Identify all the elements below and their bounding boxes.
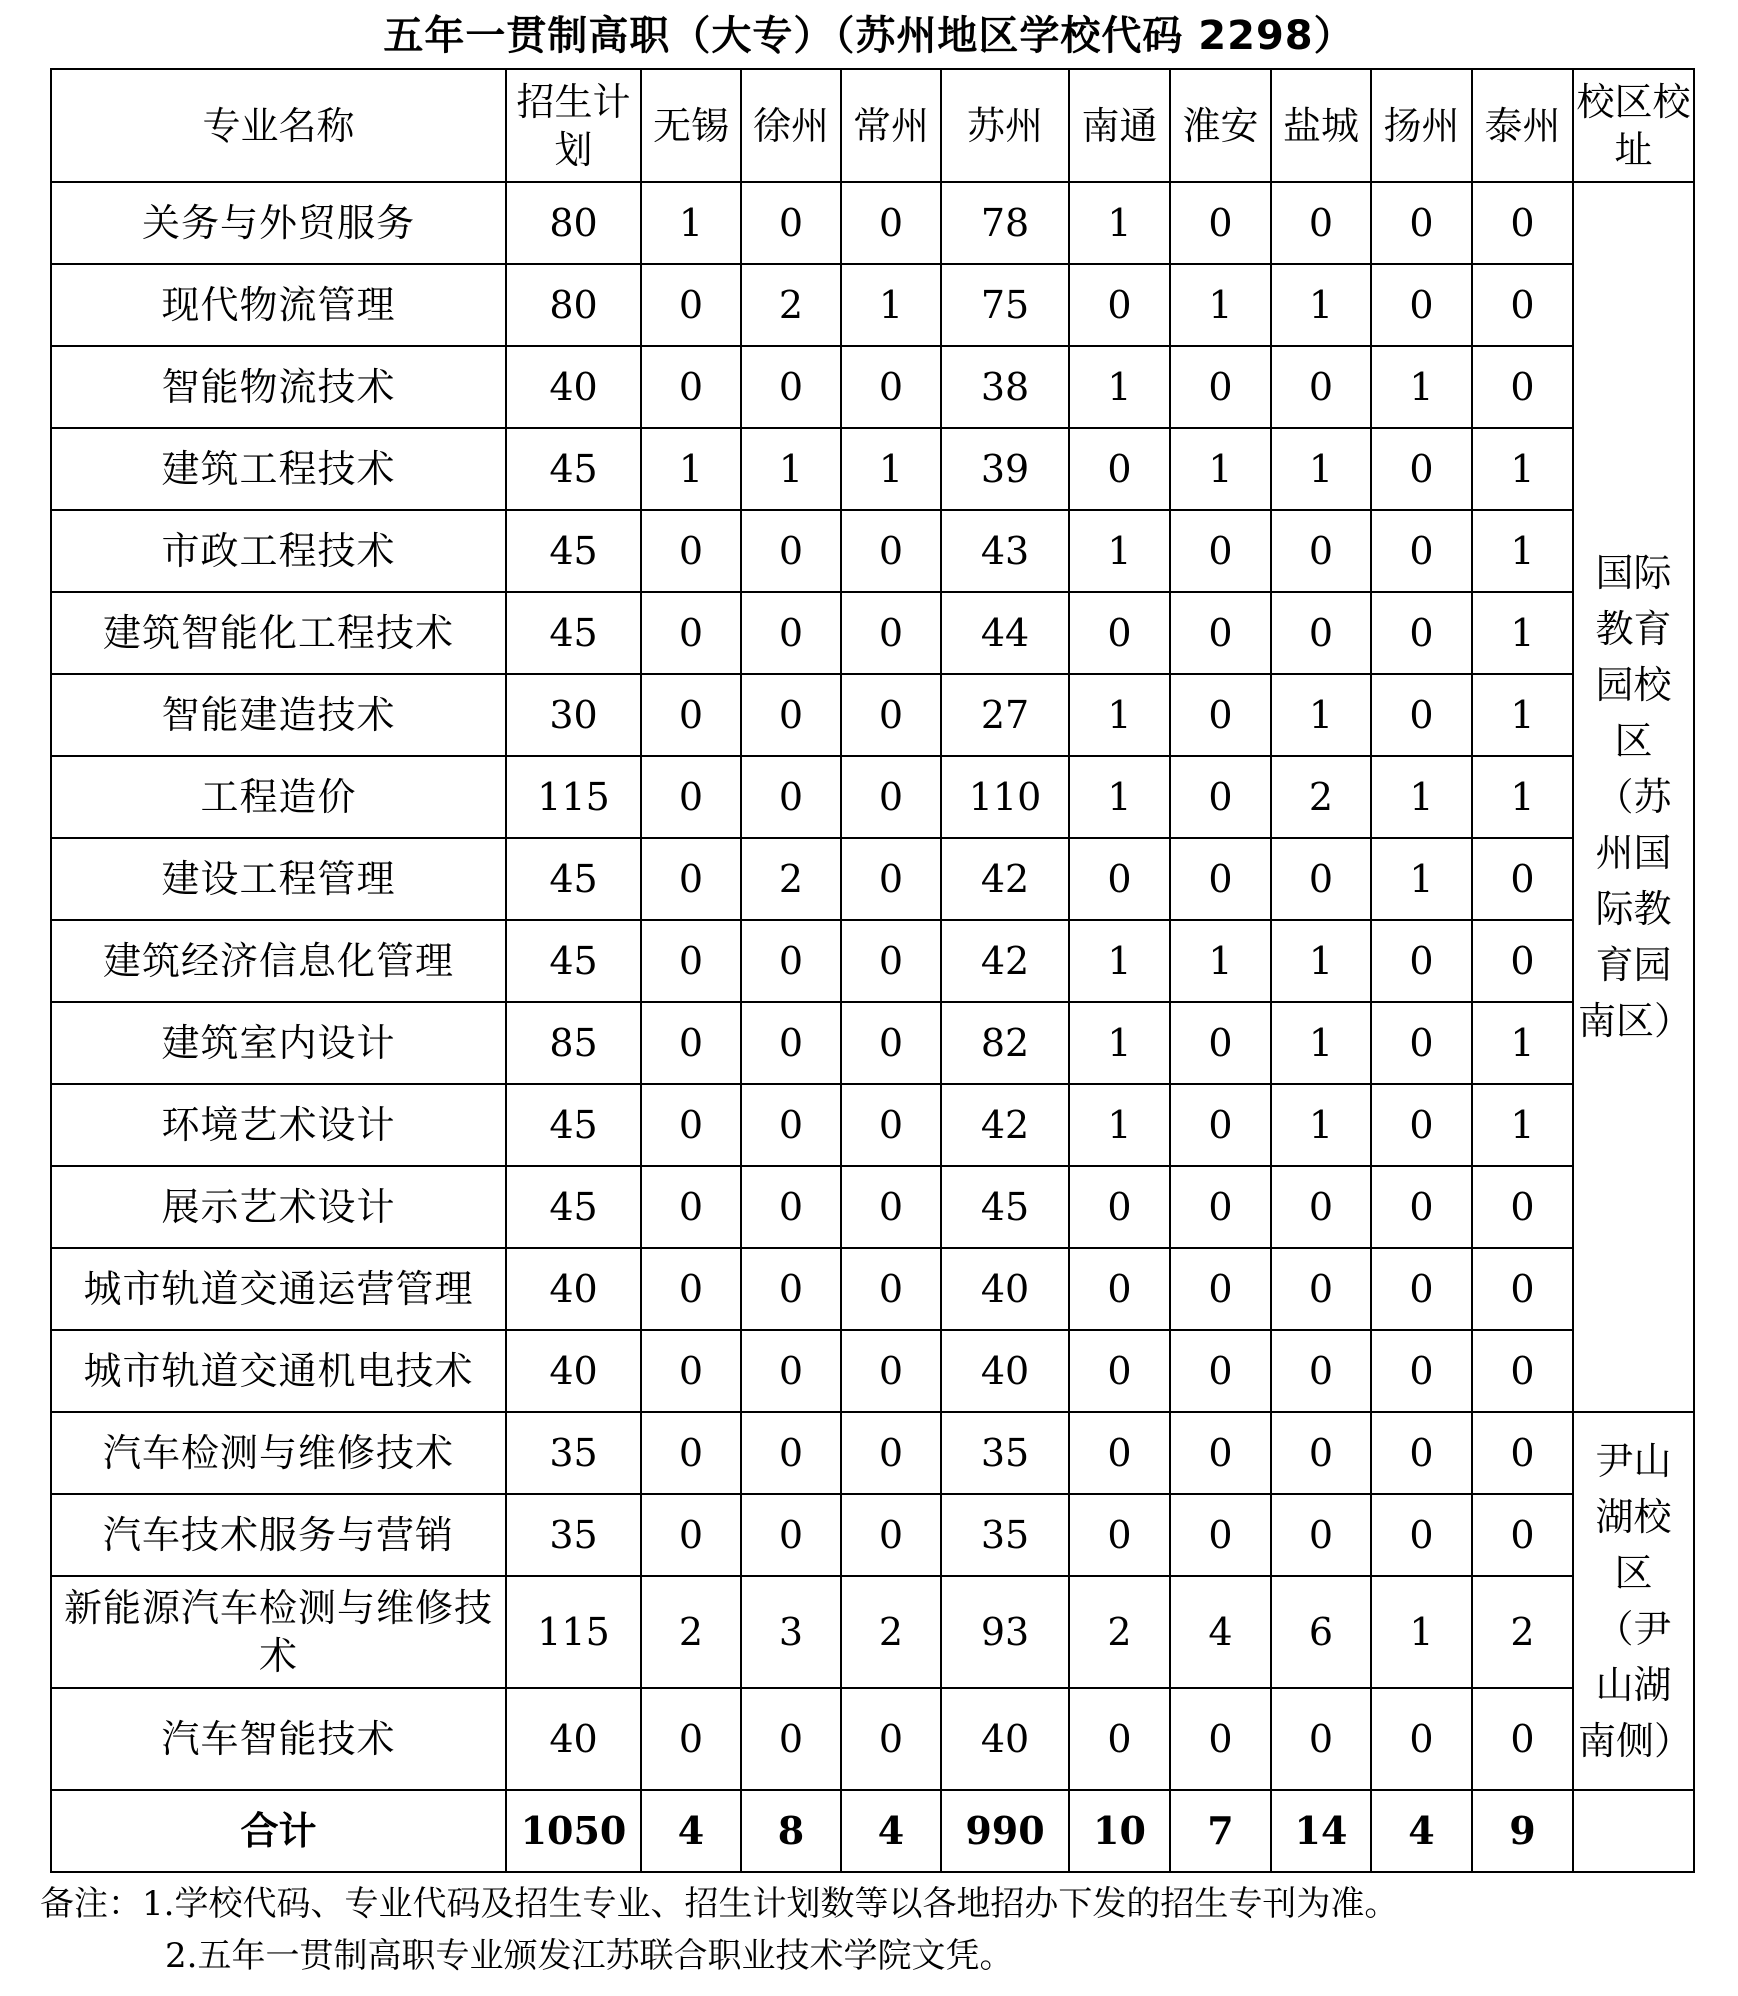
city-count: 0 (1371, 182, 1472, 264)
table-row (51, 1688, 1694, 1790)
plan-count: 45 (506, 838, 641, 920)
city-count: 0 (1170, 674, 1271, 756)
city-count: 0 (1069, 1248, 1170, 1330)
table-row (51, 182, 1694, 264)
major-name: 建筑室内设计 (51, 1002, 506, 1084)
city-count: 0 (1371, 510, 1472, 592)
header-city: 泰州 (1472, 69, 1573, 182)
total-city-value: 10 (1069, 1790, 1170, 1872)
plan-count: 35 (506, 1412, 641, 1494)
city-count: 0 (1170, 1002, 1271, 1084)
city-count: 0 (1371, 1412, 1472, 1494)
table-row (51, 1576, 1694, 1688)
city-count: 27 (941, 674, 1069, 756)
major-name: 新能源汽车检测与维修技术 (51, 1576, 506, 1688)
city-count: 0 (741, 1412, 841, 1494)
campus-address: 尹山湖校区（尹山湖南侧） (1573, 1412, 1694, 1790)
city-count: 0 (1472, 1166, 1573, 1248)
city-count: 0 (1069, 592, 1170, 674)
city-count: 0 (841, 1002, 941, 1084)
city-count: 0 (641, 756, 741, 838)
city-count: 1 (1069, 182, 1170, 264)
plan-count: 85 (506, 1002, 641, 1084)
city-count: 0 (1271, 182, 1371, 264)
city-count: 0 (1170, 1330, 1271, 1412)
city-count: 1 (1069, 346, 1170, 428)
city-count: 0 (641, 1688, 741, 1790)
city-count: 1 (1069, 756, 1170, 838)
city-count: 0 (741, 1688, 841, 1790)
city-count: 0 (641, 1166, 741, 1248)
city-count: 0 (641, 674, 741, 756)
city-count: 0 (841, 182, 941, 264)
table-row (51, 756, 1694, 838)
city-count: 1 (1472, 592, 1573, 674)
city-count: 6 (1271, 1576, 1371, 1688)
city-count: 0 (641, 264, 741, 346)
city-count: 0 (1371, 1002, 1472, 1084)
city-count: 0 (841, 1688, 941, 1790)
city-count: 0 (741, 1248, 841, 1330)
city-count: 0 (1271, 1494, 1371, 1576)
city-count: 0 (641, 1002, 741, 1084)
city-count: 0 (741, 1002, 841, 1084)
major-name: 建筑智能化工程技术 (51, 592, 506, 674)
table-row (51, 1494, 1694, 1576)
city-count: 0 (1170, 756, 1271, 838)
total-plan: 1050 (506, 1790, 641, 1872)
enrollment-table (50, 68, 1695, 1873)
city-count: 0 (841, 1248, 941, 1330)
city-count: 0 (841, 920, 941, 1002)
city-count: 3 (741, 1576, 841, 1688)
city-count: 0 (1170, 182, 1271, 264)
total-campus-empty (1573, 1790, 1694, 1872)
total-label: 合计 (51, 1790, 506, 1872)
city-count: 0 (1472, 1248, 1573, 1330)
city-count: 0 (1170, 1688, 1271, 1790)
major-name: 汽车检测与维修技术 (51, 1412, 506, 1494)
city-count: 0 (1371, 920, 1472, 1002)
city-count: 0 (1271, 1412, 1371, 1494)
table-row (51, 264, 1694, 346)
city-count: 0 (741, 674, 841, 756)
major-name: 汽车智能技术 (51, 1688, 506, 1790)
city-count: 0 (641, 1330, 741, 1412)
city-count: 40 (941, 1248, 1069, 1330)
city-count: 0 (741, 510, 841, 592)
city-count: 40 (941, 1688, 1069, 1790)
table-row (51, 1412, 1694, 1494)
table-row (51, 428, 1694, 510)
city-count: 0 (641, 1248, 741, 1330)
city-count: 0 (1069, 264, 1170, 346)
city-count: 0 (1371, 1330, 1472, 1412)
header-major: 专业名称 (51, 69, 506, 182)
city-count: 42 (941, 838, 1069, 920)
city-count: 0 (741, 1494, 841, 1576)
plan-count: 80 (506, 182, 641, 264)
city-count: 2 (741, 838, 841, 920)
city-count: 0 (1170, 1248, 1271, 1330)
city-count: 0 (1170, 1166, 1271, 1248)
city-count: 1 (1472, 756, 1573, 838)
city-count: 1 (1371, 838, 1472, 920)
city-count: 0 (641, 920, 741, 1002)
table-row (51, 1166, 1694, 1248)
city-count: 35 (941, 1412, 1069, 1494)
city-count: 0 (1271, 1688, 1371, 1790)
city-count: 0 (1069, 1330, 1170, 1412)
city-count: 0 (1472, 264, 1573, 346)
city-count: 0 (1170, 510, 1271, 592)
city-count: 1 (1271, 674, 1371, 756)
city-count: 0 (1371, 264, 1472, 346)
city-count: 0 (1472, 1688, 1573, 1790)
note-1: 备注：1.学校代码、专业代码及招生专业、招生计划数等以各地招办下发的招生专刊为准。 (40, 1884, 1399, 1924)
table-row (51, 346, 1694, 428)
city-count: 0 (1271, 1248, 1371, 1330)
city-count: 0 (841, 756, 941, 838)
city-count: 45 (941, 1166, 1069, 1248)
total-city-value: 8 (741, 1790, 841, 1872)
city-count: 0 (1371, 1166, 1472, 1248)
table-row (51, 838, 1694, 920)
header-city: 常州 (841, 69, 941, 182)
major-name: 展示艺术设计 (51, 1166, 506, 1248)
plan-count: 115 (506, 756, 641, 838)
plan-count: 45 (506, 920, 641, 1002)
total-city-value: 4 (641, 1790, 741, 1872)
total-row (51, 1790, 1694, 1872)
plan-count: 40 (506, 1330, 641, 1412)
total-city-value: 9 (1472, 1790, 1573, 1872)
city-count: 75 (941, 264, 1069, 346)
city-count: 0 (641, 510, 741, 592)
plan-count: 45 (506, 592, 641, 674)
city-count: 0 (1271, 592, 1371, 674)
city-count: 0 (741, 1084, 841, 1166)
plan-count: 115 (506, 1576, 641, 1688)
city-count: 0 (1472, 1330, 1573, 1412)
header-city: 扬州 (1371, 69, 1472, 182)
major-name: 环境艺术设计 (51, 1084, 506, 1166)
city-count: 35 (941, 1494, 1069, 1576)
header-plan: 招生计划 (506, 69, 641, 182)
plan-count: 45 (506, 1166, 641, 1248)
city-count: 1 (1069, 510, 1170, 592)
city-count: 0 (1371, 674, 1472, 756)
city-count: 2 (1069, 1576, 1170, 1688)
plan-count: 45 (506, 1084, 641, 1166)
city-count: 1 (1170, 264, 1271, 346)
city-count: 1 (1271, 920, 1371, 1002)
total-city-value: 7 (1170, 1790, 1271, 1872)
city-count: 40 (941, 1330, 1069, 1412)
city-count: 38 (941, 346, 1069, 428)
city-count: 0 (841, 1412, 941, 1494)
notes (40, 1878, 1398, 1982)
city-count: 0 (641, 838, 741, 920)
major-name: 智能物流技术 (51, 346, 506, 428)
city-count: 0 (1371, 1084, 1472, 1166)
city-count: 0 (641, 592, 741, 674)
city-count: 0 (741, 756, 841, 838)
header-city: 苏州 (941, 69, 1069, 182)
city-count: 0 (1472, 920, 1573, 1002)
header-city: 盐城 (1271, 69, 1371, 182)
plan-count: 80 (506, 264, 641, 346)
city-count: 0 (841, 346, 941, 428)
city-count: 0 (1170, 346, 1271, 428)
city-count: 0 (1371, 592, 1472, 674)
city-count: 0 (841, 1330, 941, 1412)
city-count: 1 (1472, 674, 1573, 756)
city-count: 4 (1170, 1576, 1271, 1688)
city-count: 1 (1069, 674, 1170, 756)
page-title: 五年一贯制高职（大专）（苏州地区学校代码 2298） (383, 13, 1355, 59)
city-count: 0 (1472, 182, 1573, 264)
city-count: 1 (1271, 428, 1371, 510)
header-campus: 校区校址 (1573, 69, 1694, 182)
major-name: 城市轨道交通运营管理 (51, 1248, 506, 1330)
city-count: 2 (641, 1576, 741, 1688)
city-count: 0 (741, 1330, 841, 1412)
city-count: 0 (741, 920, 841, 1002)
header-city: 淮安 (1170, 69, 1271, 182)
city-count: 1 (841, 428, 941, 510)
city-count: 0 (1472, 838, 1573, 920)
city-count: 0 (1069, 1412, 1170, 1494)
major-name: 城市轨道交通机电技术 (51, 1330, 506, 1412)
table-row (51, 510, 1694, 592)
plan-count: 40 (506, 1248, 641, 1330)
table-row (51, 1002, 1694, 1084)
city-count: 0 (1170, 1494, 1271, 1576)
city-count: 0 (1271, 1166, 1371, 1248)
city-count: 1 (741, 428, 841, 510)
city-count: 1 (1371, 346, 1472, 428)
city-count: 1 (1271, 1002, 1371, 1084)
total-city-value: 4 (841, 1790, 941, 1872)
campus-address: 国际教育园校区（苏州国际教育园南区） (1573, 182, 1694, 1412)
major-name: 汽车技术服务与营销 (51, 1494, 506, 1576)
city-count: 0 (1472, 1494, 1573, 1576)
table-row (51, 1084, 1694, 1166)
table-row (51, 920, 1694, 1002)
city-count: 2 (841, 1576, 941, 1688)
table-row (51, 1248, 1694, 1330)
city-count: 2 (1271, 756, 1371, 838)
city-count: 0 (1271, 346, 1371, 428)
major-name: 建筑工程技术 (51, 428, 506, 510)
major-name: 工程造价 (51, 756, 506, 838)
table-row (51, 1330, 1694, 1412)
major-name: 现代物流管理 (51, 264, 506, 346)
major-name: 智能建造技术 (51, 674, 506, 756)
city-count: 0 (1069, 1166, 1170, 1248)
plan-count: 30 (506, 674, 641, 756)
city-count: 1 (641, 182, 741, 264)
city-count: 1 (1069, 920, 1170, 1002)
city-count: 110 (941, 756, 1069, 838)
city-count: 0 (741, 1166, 841, 1248)
header-city: 徐州 (741, 69, 841, 182)
city-count: 0 (1271, 1330, 1371, 1412)
city-count: 0 (1069, 428, 1170, 510)
city-count: 2 (741, 264, 841, 346)
city-count: 0 (741, 182, 841, 264)
city-count: 0 (1371, 1248, 1472, 1330)
city-count: 1 (1170, 920, 1271, 1002)
city-count: 1 (841, 264, 941, 346)
city-count: 0 (641, 1494, 741, 1576)
city-count: 78 (941, 182, 1069, 264)
major-name: 关务与外贸服务 (51, 182, 506, 264)
city-count: 43 (941, 510, 1069, 592)
city-count: 1 (1371, 756, 1472, 838)
city-count: 0 (1170, 1412, 1271, 1494)
city-count: 1 (1472, 1084, 1573, 1166)
city-count: 0 (841, 1166, 941, 1248)
city-count: 93 (941, 1576, 1069, 1688)
city-count: 1 (1472, 1002, 1573, 1084)
city-count: 42 (941, 1084, 1069, 1166)
city-count: 1 (1271, 264, 1371, 346)
city-count: 0 (1069, 1494, 1170, 1576)
header-city: 南通 (1069, 69, 1170, 182)
city-count: 82 (941, 1002, 1069, 1084)
city-count: 1 (1271, 1084, 1371, 1166)
city-count: 0 (841, 674, 941, 756)
city-count: 0 (841, 1084, 941, 1166)
city-count: 0 (1271, 510, 1371, 592)
city-count: 1 (1069, 1002, 1170, 1084)
city-count: 0 (841, 1494, 941, 1576)
total-city-value: 990 (941, 1790, 1069, 1872)
city-count: 0 (841, 510, 941, 592)
plan-count: 45 (506, 510, 641, 592)
city-count: 1 (1472, 510, 1573, 592)
city-count: 39 (941, 428, 1069, 510)
header-row (51, 69, 1694, 182)
plan-count: 40 (506, 346, 641, 428)
city-count: 0 (641, 1412, 741, 1494)
total-city-value: 14 (1271, 1790, 1371, 1872)
city-count: 0 (1069, 1688, 1170, 1790)
city-count: 0 (1170, 1084, 1271, 1166)
city-count: 0 (741, 592, 841, 674)
city-count: 44 (941, 592, 1069, 674)
major-name: 市政工程技术 (51, 510, 506, 592)
major-name: 建筑经济信息化管理 (51, 920, 506, 1002)
header-city: 无锡 (641, 69, 741, 182)
city-count: 0 (1472, 1412, 1573, 1494)
city-count: 1 (1371, 1576, 1472, 1688)
city-count: 42 (941, 920, 1069, 1002)
plan-count: 45 (506, 428, 641, 510)
city-count: 0 (1371, 1494, 1472, 1576)
city-count: 0 (1069, 838, 1170, 920)
city-count: 0 (1271, 838, 1371, 920)
city-count: 1 (1472, 428, 1573, 510)
city-count: 0 (641, 346, 741, 428)
city-count: 1 (1170, 428, 1271, 510)
city-count: 0 (641, 1084, 741, 1166)
city-count: 0 (1472, 346, 1573, 428)
city-count: 0 (1170, 592, 1271, 674)
city-count: 0 (1371, 428, 1472, 510)
city-count: 0 (1371, 1688, 1472, 1790)
city-count: 0 (841, 592, 941, 674)
total-city-value: 4 (1371, 1790, 1472, 1872)
plan-count: 40 (506, 1688, 641, 1790)
major-name: 建设工程管理 (51, 838, 506, 920)
city-count: 0 (741, 346, 841, 428)
city-count: 0 (1170, 838, 1271, 920)
city-count: 1 (641, 428, 741, 510)
table-row (51, 592, 1694, 674)
plan-count: 35 (506, 1494, 641, 1576)
note-2: 2.五年一贯制高职专业颁发江苏联合职业技术学院文凭。 (165, 1936, 1014, 1976)
city-count: 1 (1069, 1084, 1170, 1166)
table-row (51, 674, 1694, 756)
city-count: 0 (841, 838, 941, 920)
city-count: 2 (1472, 1576, 1573, 1688)
